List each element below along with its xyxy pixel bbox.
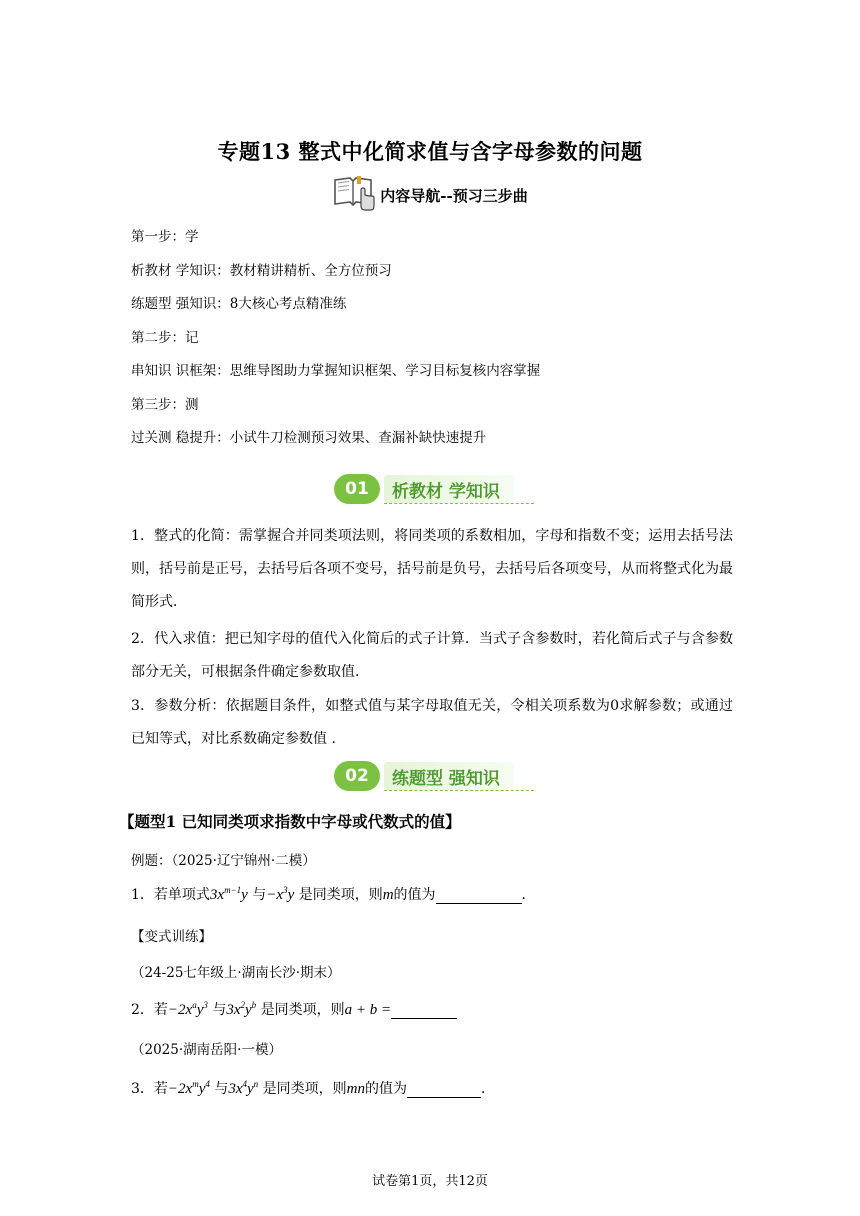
content-navigation	[0, 174, 860, 216]
knowledge-point: 2．代入求值：把已知字母的值代入化简后的式子计算．当式子含参数时，若化简后式子与含参数部分无关，可根据条件确定参数取值．	[131, 631, 733, 680]
knowledge-point: 3．参数分析：依据题目条件，如整式值与某字母取值无关，令相关项系数为0求解参数；或通过已知等式，对比系数确定参数值 ．	[131, 698, 733, 747]
banner-divider	[384, 790, 534, 791]
answer-blank	[391, 1002, 457, 1019]
question-type-heading: 【题型1 已知同类项求指数中字母或代数式的值】	[119, 812, 461, 831]
banner-text: 析教材 学知识	[384, 475, 514, 503]
variant-training-label: 【变式训练】	[131, 929, 212, 945]
section-banner-01	[334, 472, 514, 506]
step-line: 析教材 学知识：教材精讲精析、全方位预习	[131, 263, 392, 279]
step-line: 第一步：学	[131, 229, 199, 245]
knowledge-point: 1．整式的化简：需掌握合并同类项法则，将同类项的系数相加，字母和指数不变；运用去括号法则，括号前是正号，去括号后各项不变号，括号前是负号，去括号后各项变号，从而将整式化为最简形式．	[131, 528, 733, 610]
banner-number: 02	[334, 761, 380, 791]
step-line: 第二步：记	[131, 330, 199, 346]
question-1: 1．若单项式$3x^{m-1}y$ 与$-x^3y$ 是同类项，则m的值为 ．	[131, 885, 536, 903]
question-2: 2．若$-2x^ay^3$ 与$3x^2y^b$ 是同类项，则a + b =	[131, 999, 457, 1019]
step-line: 过关测 稳提升：小试牛刀检测预习效果、查漏补缺快速提升	[131, 430, 487, 446]
step-line: 练题型 强知识：8大核心考点精准练	[131, 296, 347, 312]
page-footer: 试卷第1页，共12页	[372, 1174, 488, 1189]
section-banner-02	[334, 759, 514, 793]
answer-blank	[436, 887, 522, 904]
banner-number: 01	[334, 474, 380, 504]
page-title: 专题13 整式中化简求值与含字母参数的问题	[217, 139, 643, 164]
question-source: （2025·湖南岳阳·一模）	[131, 1042, 282, 1058]
answer-blank	[407, 1081, 481, 1098]
banner-text: 练题型 强知识	[384, 762, 514, 790]
question-source: （24-25七年级上·湖南长沙·期末）	[131, 965, 341, 981]
step-line: 串知识 识框架：思维导图助力掌握知识框架、学习目标复核内容掌握	[131, 363, 541, 379]
book-hand-icon	[332, 174, 376, 216]
navigation-label: 内容导航--预习三步曲	[380, 186, 528, 205]
banner-divider	[384, 503, 534, 504]
step-line: 第三步：测	[131, 397, 199, 413]
question-3: 3．若$-2x^my^4$ 与$3x^4y^n$ 是同类项，则mn的值为 ．	[131, 1079, 495, 1097]
example-source: 例题：（2025·辽宁锦州·二模）	[131, 853, 316, 869]
